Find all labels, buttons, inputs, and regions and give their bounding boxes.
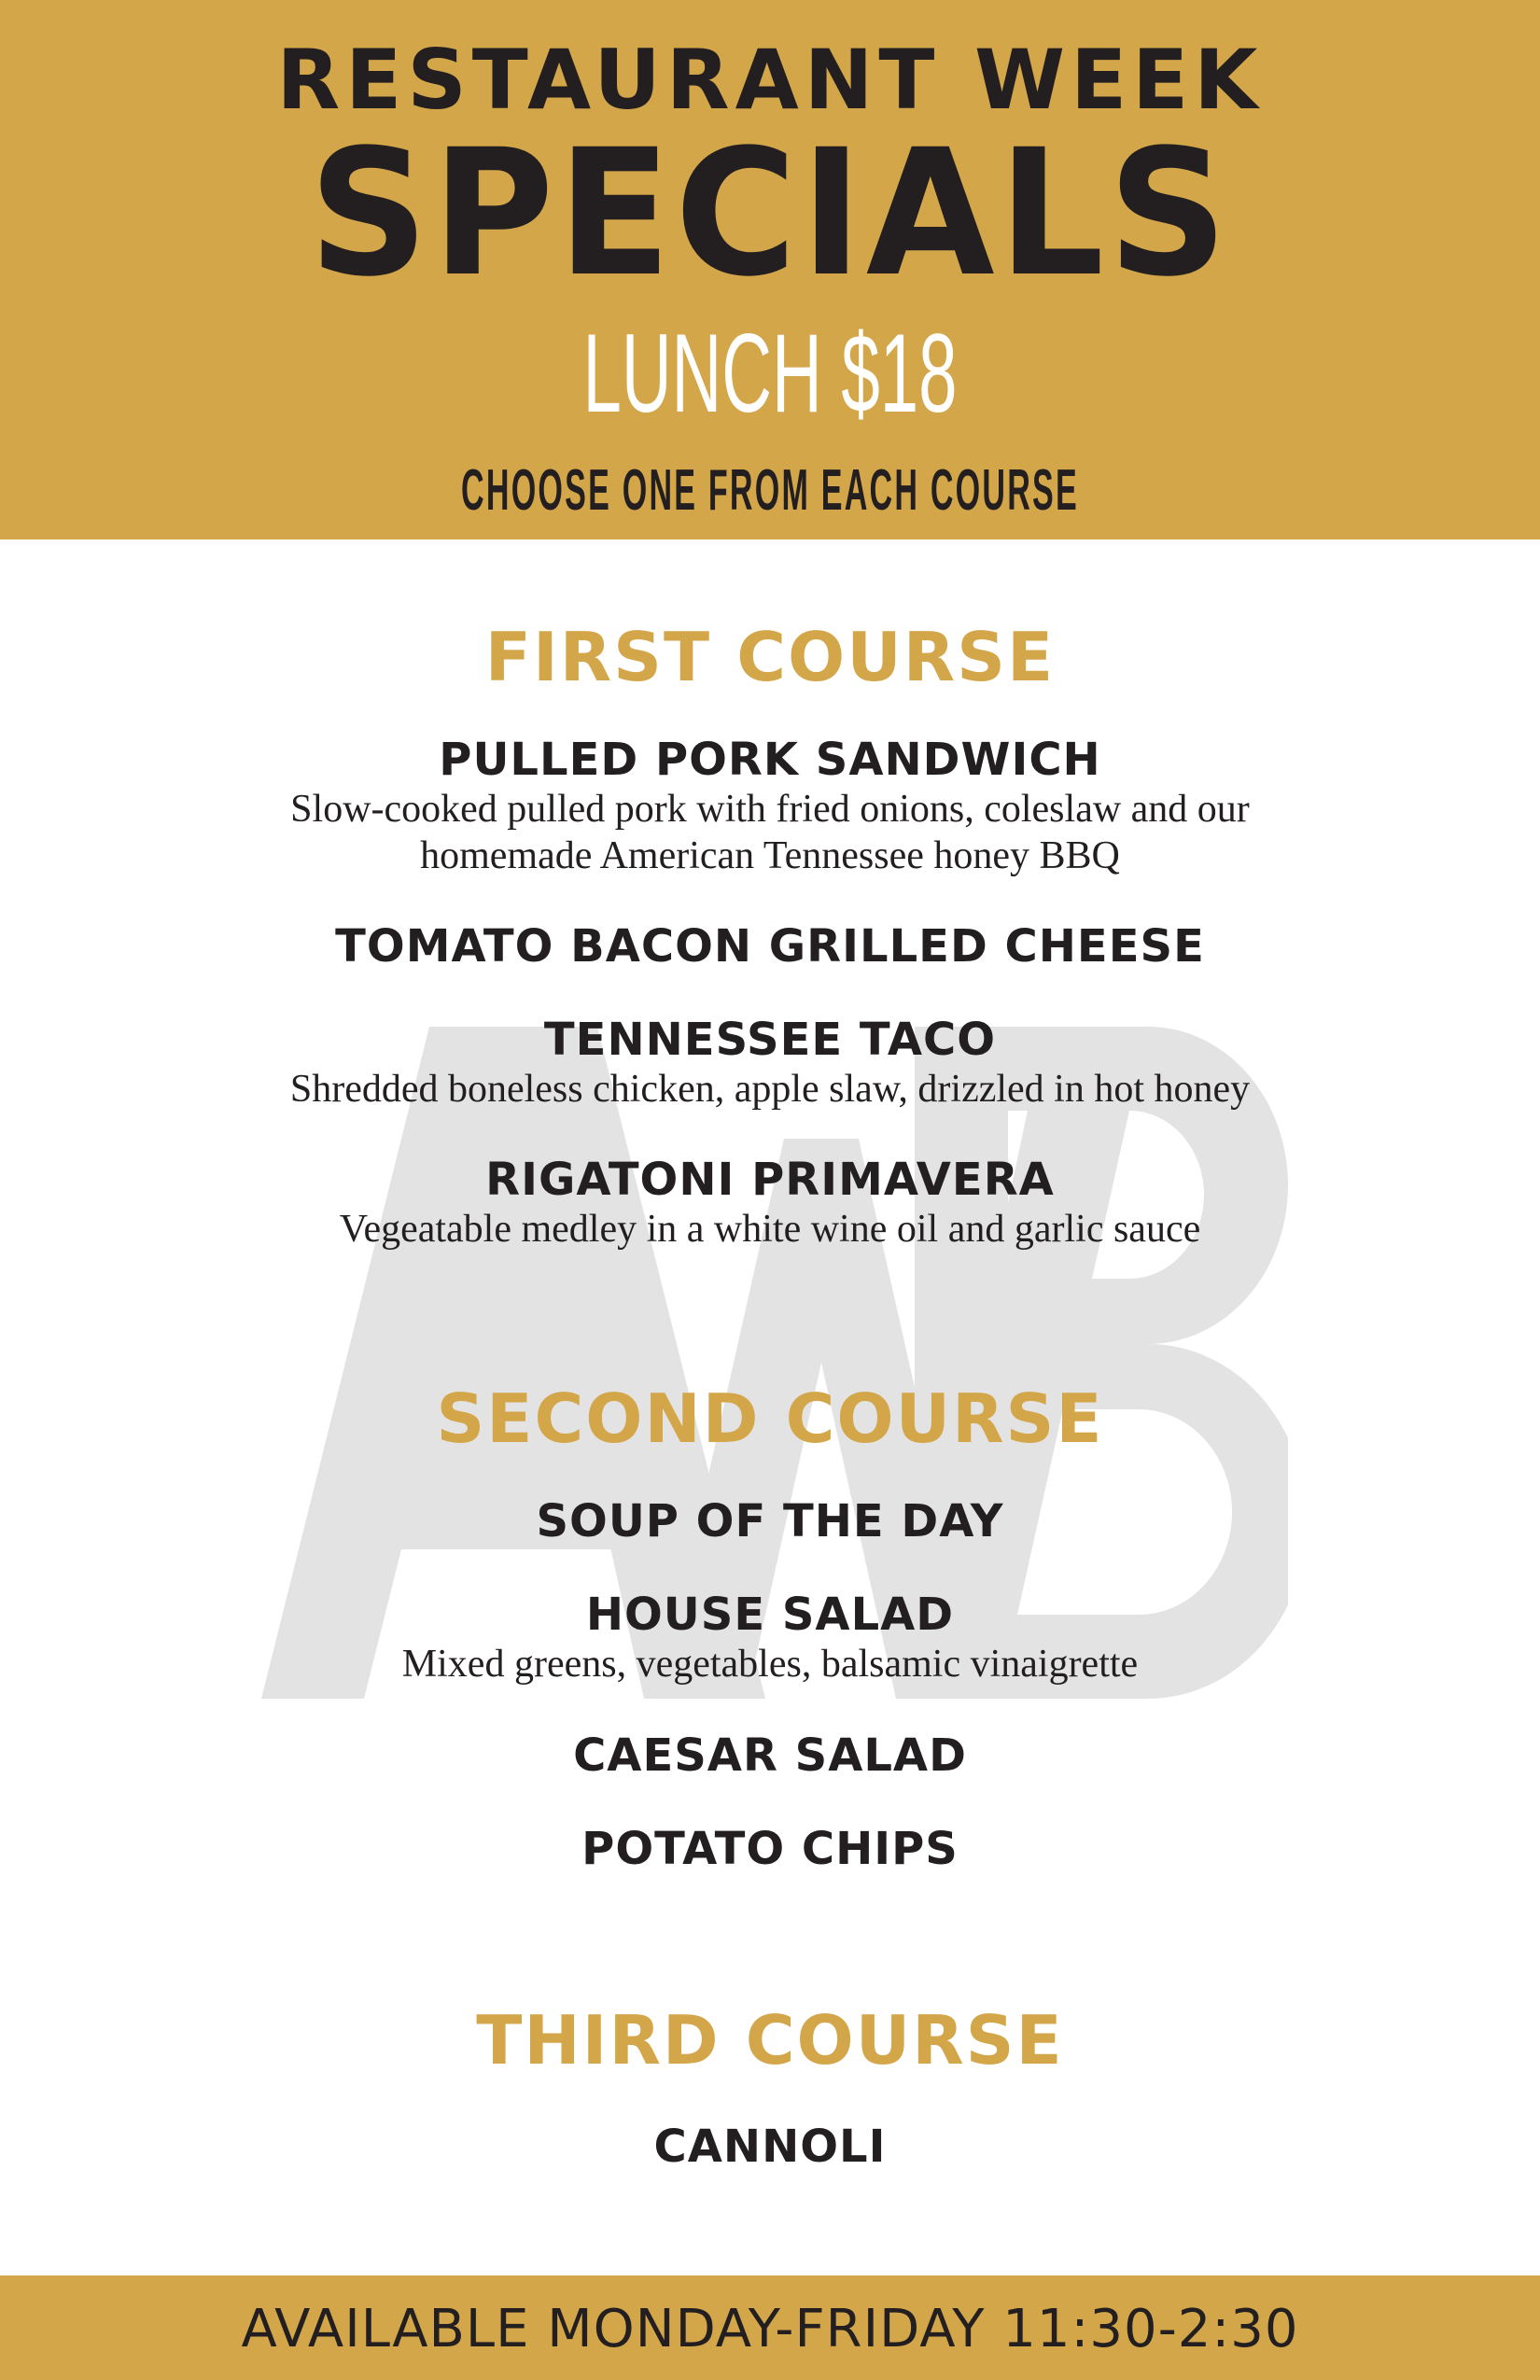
menu-item-name: POTATO CHIPS	[581, 1823, 959, 1875]
menu-item-description: Shredded boneless chicken, apple slaw, drizzled in hot honey	[289, 1068, 1251, 1111]
header-instructions: CHOOSE ONE FROM EACH COURSE	[461, 458, 1079, 523]
course-title-first: FIRST COURSE	[484, 618, 1056, 696]
menu-item-name: CAESAR SALAD	[573, 1729, 967, 1782]
menu-item-name: SOUP OF THE DAY	[536, 1495, 1004, 1547]
header-price: LUNCH $18	[582, 311, 958, 436]
footer-availability: AVAILABLE MONDAY-FRIDAY 11:30-2:30	[241, 2299, 1299, 2359]
header-title-main: SPECIALS	[308, 111, 1232, 315]
footer-banner	[0, 2275, 1540, 2380]
menu-item-description: Slow-cooked pulled pork with fried onions, coleslaw and our homemade American Tennessee honey BBQ	[290, 788, 1250, 877]
menu-item-name: HOUSE SALAD	[585, 1589, 955, 1641]
course-title-second: SECOND COURSE	[436, 1379, 1104, 1458]
menu-item-name: PULLED PORK SANDWICH	[439, 734, 1101, 786]
menu-item-description: Vegeatable medley in a white wine oil and garlic sauce	[339, 1208, 1201, 1251]
menu-item-name: TENNESSEE TACO	[543, 1014, 997, 1066]
menu-item-description: Mixed greens, vegetables, balsamic vinaigrette	[401, 1643, 1139, 1686]
header-title-top: RESTAURANT WEEK	[276, 32, 1264, 128]
menu-item-name: RIGATONI PRIMAVERA	[485, 1154, 1055, 1206]
course-title-third: THIRD COURSE	[476, 2001, 1064, 2079]
menu-item-name: TOMATO BACON GRILLED CHEESE	[335, 920, 1205, 973]
menu-item-name: CANNOLI	[653, 2121, 887, 2173]
